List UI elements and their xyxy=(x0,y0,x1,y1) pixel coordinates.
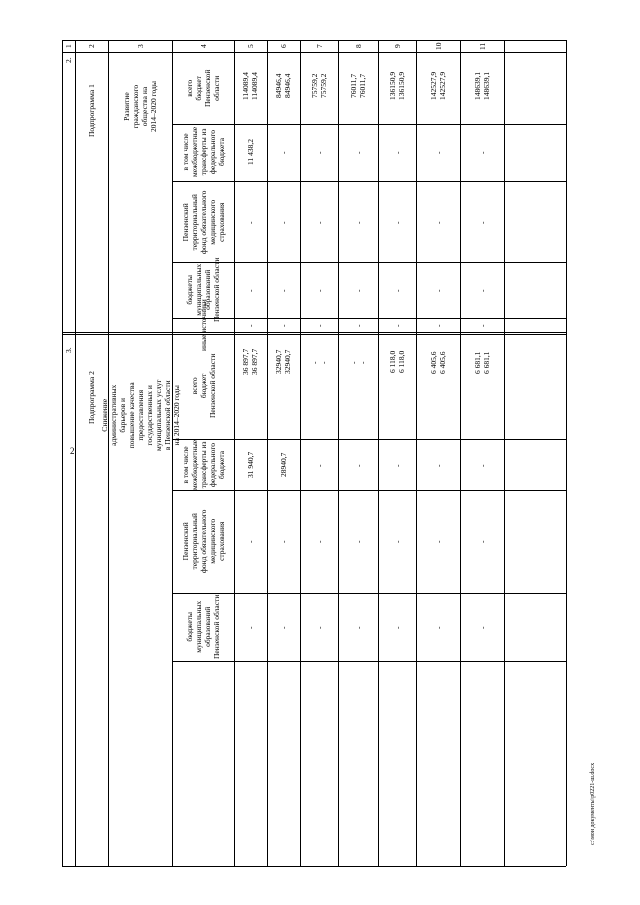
column-number xyxy=(478,42,487,49)
budget-value xyxy=(349,74,367,98)
budget-value-line: - xyxy=(477,324,487,327)
budget-value-line: - xyxy=(310,361,319,364)
budget-value-line: - xyxy=(477,151,487,154)
budget-value-line: - xyxy=(477,221,487,224)
column-number-line: 6 xyxy=(278,44,288,48)
row-number xyxy=(64,347,73,353)
funding-source-line: трансферты из xyxy=(198,441,208,489)
funding-source xyxy=(190,354,217,418)
budget-value-line: 84946,4 xyxy=(274,73,283,98)
column-number xyxy=(199,44,208,48)
budget-value-line: - xyxy=(314,464,324,467)
budget-value-line: - xyxy=(392,626,402,629)
budget-value xyxy=(279,626,288,629)
funding-source-line: бюджета xyxy=(216,450,226,479)
table-row-line xyxy=(172,490,234,491)
funding-source-line: федерального xyxy=(207,129,217,174)
budget-value-line: 36 897,7 xyxy=(250,348,259,375)
column-number-line: 2 xyxy=(86,44,96,48)
table-column-line xyxy=(338,40,339,866)
funding-source-line: муниципальных xyxy=(194,600,203,653)
budget-value xyxy=(434,151,443,154)
budget-value-line: 114089,4 xyxy=(250,72,259,100)
budget-value xyxy=(429,72,447,100)
budget-value xyxy=(393,464,402,467)
table-column-line xyxy=(108,40,109,866)
budget-value xyxy=(279,221,288,224)
budget-value-line: 136150,9 xyxy=(397,71,406,100)
subprogram-name xyxy=(87,84,96,137)
subprogram-title-line: на 2014–2020 годы xyxy=(171,384,181,445)
table-row-line xyxy=(234,318,566,319)
funding-source-line: фонд обязательного xyxy=(198,509,208,573)
budget-value xyxy=(246,139,255,165)
funding-source-line: бюджет xyxy=(194,75,203,101)
row-number-line: 3. xyxy=(63,347,73,353)
funding-source-line: в том числе xyxy=(180,446,190,484)
budget-value-line: - xyxy=(278,221,288,224)
budget-value xyxy=(315,151,324,154)
budget-value-line: 6 681,1 xyxy=(482,351,491,374)
budget-value xyxy=(429,351,447,374)
table-row-line xyxy=(172,661,234,662)
budget-value xyxy=(354,221,363,224)
budget-value xyxy=(393,151,402,154)
budget-value xyxy=(434,289,443,292)
column-number-line: 10 xyxy=(433,42,443,50)
budget-value-line: - xyxy=(353,464,363,467)
funding-source xyxy=(185,595,221,659)
funding-source-line: бюджеты xyxy=(185,612,194,642)
budget-value xyxy=(279,289,288,292)
table-column-line xyxy=(566,40,567,866)
budget-value-line: - xyxy=(392,221,402,224)
table-row-line xyxy=(62,334,566,335)
budget-value-line: - xyxy=(433,221,443,224)
budget-value xyxy=(434,464,443,467)
budget-value-line: - xyxy=(314,324,324,327)
budget-value-line: - xyxy=(392,540,402,543)
budget-value-line: - xyxy=(392,464,402,467)
budget-value-line: - xyxy=(353,221,363,224)
table-column-line xyxy=(75,40,76,866)
subprogram-title-line: муниципальных услуг xyxy=(153,379,163,451)
subprogram-title xyxy=(122,81,158,132)
budget-value xyxy=(354,626,363,629)
budget-value xyxy=(478,540,487,543)
subprogram-title-line: административных xyxy=(108,384,118,446)
budget-value xyxy=(279,540,288,543)
budget-value xyxy=(246,626,255,629)
budget-value-line: - xyxy=(353,289,363,292)
subprogram-title-line: Снижение xyxy=(99,398,109,432)
budget-value-line: - xyxy=(314,151,324,154)
budget-value xyxy=(434,540,443,543)
subprogram-title xyxy=(100,379,181,450)
subprogram-name-line: Подпрограмма 2 xyxy=(86,370,96,424)
table-column-line xyxy=(267,40,268,866)
budget-value-line: - xyxy=(433,324,443,327)
funding-source-line: бюджеты xyxy=(185,275,194,305)
funding-source-line: бюджет xyxy=(198,373,208,399)
funding-source-line: территориальный xyxy=(189,193,199,251)
funding-source xyxy=(181,440,226,490)
budget-value-line: 6 681,1 xyxy=(473,351,482,374)
page-number: 2 xyxy=(70,446,75,456)
table-column-line xyxy=(460,40,461,866)
funding-source-line: страхования xyxy=(216,521,226,561)
funding-source-line: межбюджетные xyxy=(189,126,199,177)
budget-value xyxy=(315,626,324,629)
table-column-line xyxy=(234,40,235,866)
budget-value xyxy=(279,453,288,477)
subprogram-title-line: 2014–2020 годы xyxy=(149,80,158,132)
footer-path: c:\мои документы\p0221-ш.docx xyxy=(590,762,596,845)
budget-value xyxy=(246,452,255,478)
budget-value xyxy=(393,221,402,224)
funding-source-line: области xyxy=(212,75,221,101)
budget-value-line: 32940,7 xyxy=(274,349,283,374)
budget-value-line: 6 405,6 xyxy=(429,351,438,374)
budget-value xyxy=(354,540,363,543)
table-row-line xyxy=(234,181,566,182)
column-number xyxy=(136,44,145,48)
subprogram-title-line: повышение качества xyxy=(126,381,136,448)
table-row-line xyxy=(234,490,566,491)
table-row-line xyxy=(234,262,566,263)
budget-value-line: - xyxy=(433,464,443,467)
budget-value-line: - xyxy=(477,289,487,292)
budget-value-line: - xyxy=(358,361,367,364)
table-row-line xyxy=(172,124,566,125)
budget-value-line: 76011,7 xyxy=(349,73,358,98)
budget-value xyxy=(315,289,324,292)
funding-source xyxy=(181,509,226,572)
funding-source xyxy=(181,127,226,177)
budget-value-line: 11 438,2 xyxy=(245,139,255,165)
budget-value-line: 142527,9 xyxy=(438,71,447,100)
column-number xyxy=(354,44,363,48)
column-number-line: 11 xyxy=(477,42,487,50)
budget-value xyxy=(478,324,487,327)
budget-value-line: 84946,4 xyxy=(283,73,292,98)
budget-value-line: - xyxy=(353,626,363,629)
budget-value xyxy=(310,74,328,98)
subprogram-title-line: гражданского xyxy=(131,84,140,128)
budget-value xyxy=(241,72,259,100)
funding-source-line: фонд обязательного xyxy=(198,190,208,254)
subprogram-name xyxy=(87,371,96,424)
subprogram-title-line: предоставления xyxy=(135,389,145,441)
budget-value xyxy=(478,464,487,467)
table-row-line xyxy=(62,332,566,333)
budget-value-line: 32940,7 xyxy=(283,349,292,374)
budget-value-line: - xyxy=(392,151,402,154)
column-number-line: 1 xyxy=(63,44,73,48)
subprogram-title-line: общества на xyxy=(140,86,149,126)
budget-value-line: 148639,1 xyxy=(482,71,491,100)
table-column-line xyxy=(300,40,301,866)
budget-value-line: 75759,2 xyxy=(319,73,328,98)
budget-value-line: - xyxy=(353,324,363,327)
budget-value-line: - xyxy=(433,540,443,543)
table-column-line xyxy=(172,40,173,866)
column-number xyxy=(64,44,73,48)
funding-source-line: всего xyxy=(189,377,199,395)
budget-value-line: 76011,7 xyxy=(358,73,367,98)
budget-value xyxy=(246,221,255,224)
row-number-line: 2. xyxy=(63,57,73,63)
funding-source-line: иные источники xyxy=(198,299,208,351)
budget-value xyxy=(473,72,491,100)
budget-value-line: - xyxy=(314,221,324,224)
budget-value xyxy=(434,221,443,224)
funding-source-line: в том числе xyxy=(180,133,190,171)
funding-source-line: федерального xyxy=(207,442,217,487)
budget-value xyxy=(315,540,324,543)
budget-value xyxy=(315,324,324,327)
table-row-line xyxy=(172,181,234,182)
budget-value xyxy=(478,626,487,629)
budget-value-line: - xyxy=(477,540,487,543)
subprogram-title-line: государственных и xyxy=(144,384,154,445)
budget-value xyxy=(478,221,487,224)
budget-value-line: - xyxy=(245,540,255,543)
funding-source xyxy=(185,69,221,106)
budget-value xyxy=(315,464,324,467)
budget-value-line: - xyxy=(319,361,328,364)
budget-value-line: - xyxy=(245,324,255,327)
funding-source-line: медицинского xyxy=(207,518,217,564)
row-number xyxy=(64,57,73,63)
budget-value-line: - xyxy=(353,151,363,154)
budget-value xyxy=(354,289,363,292)
column-number xyxy=(393,44,402,48)
table-row-line xyxy=(234,593,566,594)
column-number xyxy=(315,44,324,48)
subprogram-title-line: в Пензенской области xyxy=(162,379,172,450)
budget-value xyxy=(246,324,255,327)
budget-value xyxy=(388,351,406,373)
funding-source xyxy=(199,299,208,351)
budget-value xyxy=(354,324,363,327)
budget-value-line: 114089,4 xyxy=(241,72,250,100)
column-number-line: 4 xyxy=(198,44,208,48)
budget-value-line: 6 118,0 xyxy=(397,350,406,373)
budget-value-line: 75759,2 xyxy=(310,73,319,98)
column-number-line: 9 xyxy=(392,44,402,48)
budget-value-line: - xyxy=(314,540,324,543)
budget-value-line: - xyxy=(392,324,402,327)
funding-source-line: бюджета xyxy=(216,137,226,166)
subprogram-title-line: Развитие xyxy=(122,91,131,121)
budget-value xyxy=(246,540,255,543)
column-number xyxy=(246,44,255,48)
budget-value-line: - xyxy=(433,151,443,154)
budget-value xyxy=(478,289,487,292)
funding-source-line: всего xyxy=(185,79,194,97)
budget-value xyxy=(393,324,402,327)
budget-value-line: - xyxy=(477,626,487,629)
budget-value-line: - xyxy=(392,289,402,292)
subprogram-name-line: Подпрограмма 1 xyxy=(86,83,96,137)
budget-value-line: 6 405,6 xyxy=(438,351,447,374)
budget-value-line: - xyxy=(245,221,255,224)
budget-value-line: - xyxy=(353,540,363,543)
table-column-line xyxy=(504,40,505,866)
funding-source-line: муниципальных xyxy=(194,263,203,316)
budget-value xyxy=(315,221,324,224)
table-column-line xyxy=(378,40,379,866)
budget-value-line: - xyxy=(314,626,324,629)
budget-value xyxy=(434,324,443,327)
funding-source-line: Пензенской xyxy=(203,69,212,107)
column-number-line: 5 xyxy=(245,44,255,48)
funding-source-line: страхования xyxy=(216,202,226,242)
budget-value xyxy=(310,361,328,364)
budget-value xyxy=(274,74,292,98)
budget-value xyxy=(393,626,402,629)
budget-value-line: - xyxy=(433,289,443,292)
budget-value-line: 28940,7 xyxy=(278,452,288,477)
budget-value xyxy=(349,361,367,364)
column-number xyxy=(279,44,288,48)
table-row-line xyxy=(172,439,566,440)
budget-value xyxy=(393,289,402,292)
budget-value xyxy=(473,351,491,374)
column-number xyxy=(434,43,443,51)
budget-value-line: - xyxy=(278,626,288,629)
budget-value-line: - xyxy=(245,626,255,629)
funding-source-line: Пензенский xyxy=(180,202,190,241)
budget-value-line: 142527,9 xyxy=(429,71,438,100)
funding-source-line: Пензенский xyxy=(180,521,190,560)
budget-value xyxy=(354,464,363,467)
subprogram-title-line: барьеров и xyxy=(117,397,127,433)
budget-value xyxy=(279,324,288,327)
column-number-line: 3 xyxy=(135,44,145,48)
budget-value-line: - xyxy=(278,540,288,543)
budget-value-line: 36 897,7 xyxy=(241,348,250,375)
budget-value-line: - xyxy=(278,289,288,292)
budget-value-line: 31 940,7 xyxy=(245,451,255,478)
funding-source-line: образований xyxy=(203,606,212,647)
budget-value xyxy=(393,540,402,543)
budget-value-line: - xyxy=(349,361,358,364)
budget-value-line: 6 118,0 xyxy=(388,350,397,373)
budget-value-line: - xyxy=(278,324,288,327)
budget-value-line: - xyxy=(278,151,288,154)
budget-value-line: - xyxy=(433,626,443,629)
column-number-line: 8 xyxy=(353,44,363,48)
funding-source-line: образований xyxy=(203,269,212,310)
table-row-line xyxy=(234,661,566,662)
budget-value xyxy=(246,289,255,292)
budget-table xyxy=(62,40,566,866)
budget-value xyxy=(388,72,406,100)
table-row-line xyxy=(62,866,566,867)
funding-source-line: Пензенской области xyxy=(207,353,217,418)
budget-value-line: - xyxy=(477,464,487,467)
budget-value-line: - xyxy=(314,289,324,292)
budget-value xyxy=(241,349,259,375)
column-number-line: 7 xyxy=(314,44,324,48)
funding-source-line: медицинского xyxy=(207,199,217,245)
table-row-line xyxy=(62,40,566,41)
budget-value xyxy=(274,350,292,374)
funding-source xyxy=(181,190,226,253)
funding-source-line: межбюджетные xyxy=(189,439,199,490)
funding-source-line: трансферты из xyxy=(198,128,208,176)
table-column-line xyxy=(62,40,63,866)
budget-value xyxy=(354,151,363,154)
budget-value xyxy=(478,151,487,154)
funding-source-line: Пензенской области xyxy=(212,594,221,659)
column-number xyxy=(87,44,96,48)
table-column-line xyxy=(416,40,417,866)
budget-value-line: 148639,1 xyxy=(473,71,482,100)
table-row-line xyxy=(62,52,566,53)
budget-value-line: - xyxy=(245,289,255,292)
funding-source-line: Пензенской области xyxy=(212,257,221,322)
budget-value xyxy=(279,151,288,154)
funding-source-line: территориальный xyxy=(189,512,199,570)
budget-value xyxy=(434,626,443,629)
budget-value-line: 136150,9 xyxy=(388,71,397,100)
